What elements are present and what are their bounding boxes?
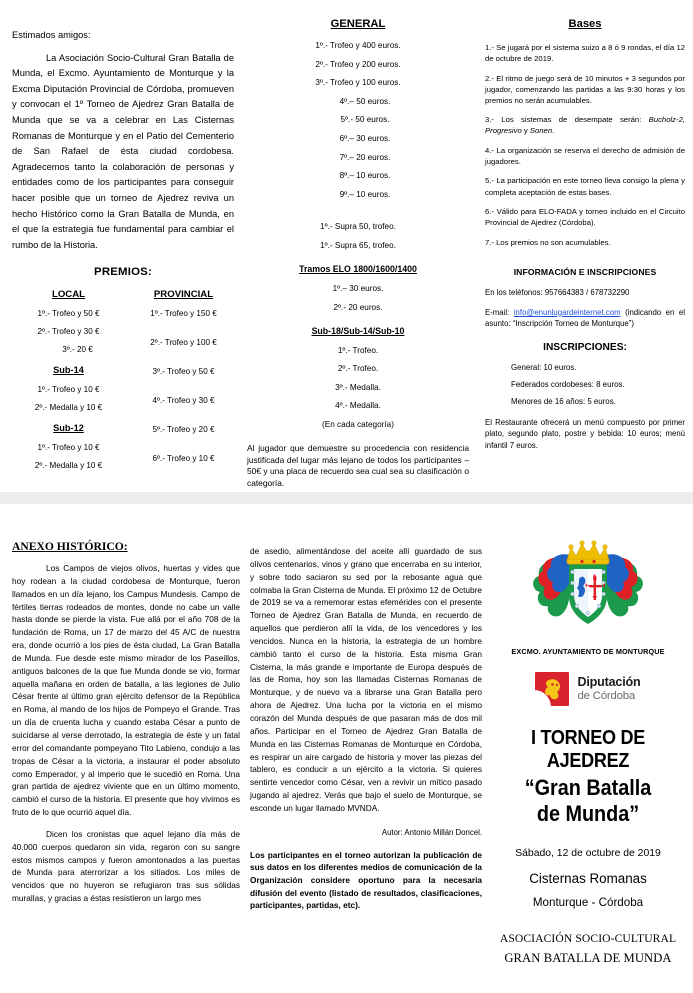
anexo-text-2 (250, 545, 482, 815)
base-item-3-text: 3.- Los sistemas de desempate serán: (485, 115, 649, 125)
anexo-heading: ANEXO HISTÓRICO: (12, 540, 128, 553)
prize-tables (12, 289, 234, 483)
sub-categories-heading: Sub-18/Sub-14/Sub-10 (311, 325, 405, 336)
prize-row: 2º.- Medalla y 10 € (34, 461, 103, 471)
farthest-player-note: Al jugador que demuestre su procedencia con residencia justificada del lugar más lejano de todos los participantes – 50€ y una placa de recuerdo sea cual sea su clasificación o categoría. (247, 442, 469, 488)
base-item: 2.- El ritmo de juego será de 10 minutos + 3 segundos por jugador, comenzando las partidas a las 9:30 horas y los premios no serán acumulables. (485, 73, 685, 105)
prize-row: 1º.- Trofeo y 10 € (37, 385, 100, 395)
prize-table-local (12, 289, 119, 483)
general-row: 6º.– 30 euros. (339, 133, 391, 143)
page-divider (0, 492, 693, 504)
base-item: 5.- La participación en este torneo lleva consigo la plena y completa aceptación de estas bases. (485, 176, 685, 197)
prize-row: 2º.- Medalla y 10 € (34, 403, 103, 413)
supra-row: 1º.- Supra 50, trofeo. (320, 222, 396, 232)
base-item-3-end: . (552, 126, 555, 136)
historical-annex-column-2 (250, 545, 482, 912)
prize-row: 1º.- Trofeo y 150 € (150, 309, 217, 319)
fee-row: Federados cordobeses: 8 euros. (511, 380, 625, 390)
tramos-row: 2º.- 20 euros. (333, 302, 383, 312)
sub-row: 2º.- Trofeo. (337, 364, 379, 374)
prize-row: 3º.- Trofeo y 50 € (152, 367, 215, 377)
prize-row: 5º.- Trofeo y 20 € (152, 425, 215, 435)
tramos-elo-heading: Tramos ELO 1800/1600/1400 (299, 263, 417, 274)
author-credit: Autor: Antonio Millán Doncel. (381, 827, 482, 837)
coat-of-arms-icon (529, 534, 647, 634)
premios-heading: PREMIOS: (94, 266, 152, 279)
base-item-tiebreak (485, 114, 685, 136)
prize-sub12-heading: Sub-12 (53, 423, 84, 434)
association-credit (487, 932, 689, 966)
info-heading: INFORMACIÓN E INSCRIPCIONES (513, 266, 657, 277)
email-line (485, 307, 685, 329)
diputacion-line-2: de Córdoba (577, 689, 635, 702)
monturque-coat-of-arms (487, 534, 689, 639)
base-item: 1.- Se jugará por el sistema suizo a 8 ó 9 rondas, el día 12 de octubre de 2019. (485, 43, 685, 64)
sub-row: 1º.- Trofeo. (337, 345, 379, 355)
poster-title-line-1: I TORNEO DE AJEDREZ (530, 726, 646, 772)
base-item: 6.- Válido para ELO-FADA y torneo incluido en el Circuito Provincial de Ajedrez (Córdoba). (485, 206, 685, 228)
general-prizes-column (247, 18, 469, 489)
prize-row: 4º.- Trofeo y 30 € (152, 396, 215, 406)
fee-row: Menores de 16 años: 5 euros. (511, 397, 616, 407)
general-row: 9º.– 10 euros. (339, 189, 391, 199)
association-line-1: ASOCIACIÓN SOCIO-CULTURAL (499, 932, 677, 945)
prize-row: 1º.- Trofeo y 10 € (37, 443, 100, 453)
intro-text (12, 28, 234, 253)
base-item: 4.- La organización se reserva el derecho de admisión de jugadores. (485, 145, 685, 166)
prize-row: 6º.- Trofeo y 10 € (152, 454, 215, 464)
prize-row: 2º.- Trofeo y 100 € (150, 338, 217, 348)
poster-title-line-3: de Munda” (536, 801, 640, 827)
tramos-row: 1º.– 30 euros. (332, 283, 384, 293)
prize-row: 1º.- Trofeo y 50 € (37, 309, 100, 319)
historical-annex-column-1 (12, 540, 240, 905)
inscripciones-heading: INSCRIPCIONES: (543, 342, 627, 354)
fee-row: General: 10 euros. (511, 363, 577, 373)
anexo-paragraph: Los Campos de viejos olivos, huertas y vides que hoy rodean a la ciudad cordobesa de Monturque, fueron llamados en un día lejano, los Campus Mundesis. Campo de fértiles tierras rodeados de montes, donde no cabe un valle hasta donde se pierde la vista. Fue allá por el año 708 de la fundación de Roma, un 17 de marzo del 45 A/C de nuestra era, donde ocurrió a los pies de ésta ciudad, La Gran Batalla de Munda. Fue desde este mismo mirador de los Paseillos, antiguos balcones de la que fue Munda donde se vio, formar aquella mañana en orden de batalla, a las legiones de Julio César frente al último gran ejército defensor de la República en Roma, al mando de los hijos de Pompeyo el Grande. Tras un día de cruenta lucha y cuando estaba César a punto de suicidarse al verse derrotado, la estrategia de éste y un fatal error del comandante pompeyano Tito Labieno, condujo a las tropas de César a la victoria, a instaurar el poder absoluto como Emperador, y al imperio que le sucedió en Roma. Una gran partida de ajedrez viviente que en un último momento, cambió el curso de la historia. El presente que hoy vivimos es fruto de lo que ocurrió aquel día. (12, 563, 240, 818)
bases-column (485, 18, 685, 451)
email-subject-note: (indicando en el asunto: “Inscripción Torneo de Monturque”) (485, 307, 685, 329)
event-venue: Cisternas Romanas (529, 871, 647, 886)
general-row: 1º.- Trofeo y 400 euros. (315, 41, 401, 50)
base-item-3-conj: y (521, 126, 530, 136)
sub-row: 3º.- Medalla. (335, 382, 381, 392)
poster-title (499, 727, 677, 828)
tiebreak-system-2: Sonen (529, 126, 553, 136)
restaurant-note: El Restaurante ofrecerá un menú compuesto por primer plato, segundo plato, postre y bebida: 10 euros; menú infantil 7 euros. (485, 418, 685, 450)
bases-heading: Bases (568, 18, 602, 30)
intro-greeting: Estimados amigos: (12, 30, 91, 40)
event-date: Sábado, 12 de octubre de 2019 (515, 848, 661, 859)
supra-row: 1º.- Supra 65, trofeo. (320, 240, 396, 250)
tiebreak-system-1: Bucholz-2, Progresivo (485, 115, 685, 136)
diputacion-wordmark (577, 676, 640, 702)
prize-table-provincial (119, 289, 234, 483)
prize-provincial-heading: PROVINCIAL (153, 289, 214, 301)
intro-body: La Asociación Socio-Cultural Gran Batalla de Munda, el Excmo. Ayuntamiento de Monturque y la Excma Diputación Provincial de Córdoba, promueven y convocan el 1º Torneo de Ajedrez Gran Batalla de Munda que se va a celebrar en Las Cisternas Romanas de Monturque y en el Patio del Cementerio de San Rafael de ésta ciudad cordobesa. Agradecemos tanto la colaboración de personas y entidades como de los participantes para conseguir hacer posible que un torneo de Ajedrez reviva un hecho Histórico como la Gran Batalla de Munda, en el que la estrategia fue fundamental para cambiar el rumbo de la Historia. (12, 52, 234, 250)
prize-local-heading: LOCAL (51, 289, 86, 301)
diputacion-logo (487, 672, 689, 706)
phone-numbers: En los teléfonos: 957664383 / 678732290 (485, 287, 630, 297)
diputacion-lion-icon (535, 672, 569, 706)
event-city: Monturque - Córdoba (532, 896, 644, 909)
poster-title-line-2: “Gran Batalla (524, 774, 652, 800)
general-row: 3º.- Trofeo y 100 euros. (315, 78, 401, 88)
prize-row: 2º.- Trofeo y 30 € (37, 327, 100, 337)
association-line-2: GRAN BATALLA DE MUNDA (504, 951, 672, 965)
ayuntamiento-label: EXCMO. AYUNTAMIENTO DE MONTURQUE (511, 647, 665, 656)
poster-column (487, 528, 689, 966)
general-heading: GENERAL (330, 18, 386, 30)
email-label: E-mail: (485, 307, 514, 317)
sub-categories-note: (En cada categoría) (322, 419, 394, 429)
anexo-paragraph: Dicen los cronistas que aquel lejano día más de 40.000 cuerpos quedaron sin vida, regaron con su sangre estos mismos campos y fueron amontonados a las puertas de Munda para aterrorizar a los sitiados. Los miles de vencidos que no huyeron se refugiaron tras sus sólidas murallas, y gracias a éstas resistieron un largo mes (12, 828, 240, 904)
flyer-back-side (0, 520, 693, 993)
general-row: 7º.– 20 euros. (339, 152, 391, 162)
prize-row: 3º.- 20 € (62, 345, 93, 355)
diputacion-line-1: Diputación (577, 675, 641, 690)
general-row: 8º.– 10 euros. (339, 171, 391, 181)
prize-sub14-heading: Sub-14 (53, 365, 84, 376)
general-row: 2º.- Trofeo y 200 euros. (315, 59, 401, 69)
flyer-front-side (0, 0, 693, 490)
intro-and-prizes-column (12, 28, 234, 483)
sub-row: 4º.- Medalla. (335, 401, 381, 411)
general-row: 5º.- 50 euros. (340, 115, 390, 125)
email-link[interactable]: info@enunlugardeinternet.com (513, 307, 621, 317)
general-row: 4º.– 50 euros. (339, 96, 391, 106)
anexo-paragraph: de asedio, alimentándose del aceite allí guardado de sus olivos centenarios, vinos y grano que encerraba en su interior, y sobre todo saciaron su sed por la rebosante agua que colmaba la Gran Cisterna de Munda. El próximo 12 de Octubre de 2019 se va a rememorar estas efemérides con el presente Torneo de Ajedrez Gran Batalla de Munda, en recuerdo de aquellos que perdieron allí la vida, de los vencedores y los vencidos. Nunca en la historia, la estrategia de un hombre cambió tanto el curso de la historia. Esta misma Gran Cisterna, la más grande e importante de Europa después de las de Roma, hoy son las llamadas Cisternas Romanas de Monturque, y de nuevo va a librarse una Gran Batalla pero ahora de Ajedrez. Una lucha por la victoria en el mismo corazón del Munda después de que pasaran más de dos mil años. Participar en el Torneo de Ajedrez Gran Batalla de Munda en las Cisternas Romanas de Monturque en Córdoba, es respirar un aire cargado de historia y mover las piezas del tablero, es conducir a un ejército a la victoria. Si quieres sentirte vencedor como César, ven a revivir un mítico pasado jugando al ajedrez. Verás que bajo el suelo de Monturque, se esconde un lugar llamado MVNDA. (250, 546, 482, 813)
anexo-text-1 (12, 562, 240, 905)
lion-glyph (535, 672, 569, 706)
data-authorization-note: Los participantes en el torneo autorizan la publicación de sus datos en los diferentes medios de comunicación de la Organización considere oportuno para la necesaria difusión del evento (listado de resultados, clasificaciones, participantes, partidas, etc). (250, 849, 482, 911)
base-item: 7.- Los premios no son acumulables. (485, 237, 611, 247)
